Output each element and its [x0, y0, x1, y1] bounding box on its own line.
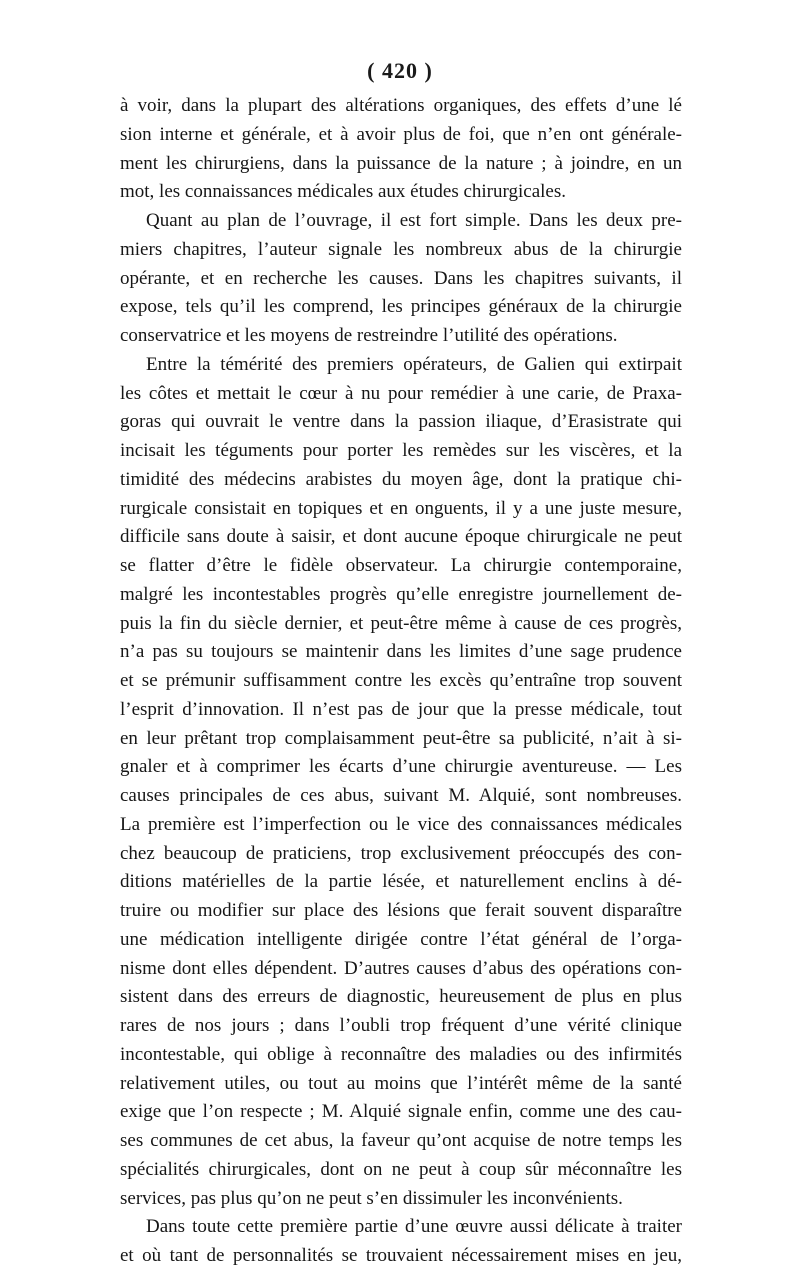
text-line: n’a pas su toujours se maintenir dans les limites d’une sage prudence [120, 641, 682, 663]
text-line: Dans toute cette première partie d’une œuvre aussi délicate à traiter [146, 1216, 682, 1238]
text-line: incontestable, qui oblige à reconnaître des maladies ou des infirmités [120, 1043, 682, 1065]
text-line: ditions matérielles de la partie lésée, et naturellement enclins à dé- [120, 871, 682, 893]
text-line: l’esprit d’innovation. Il n’est pas de jour que la presse médicale, tout [120, 698, 682, 720]
text-line: opérante, et en recherche les causes. Dans les chapitres suivants, il [120, 267, 682, 289]
paragraph [120, 92, 682, 207]
body-text [120, 92, 682, 1271]
text-line: chez beaucoup de praticiens, trop exclusivement préoccupés des con- [120, 842, 682, 864]
paragraph [120, 1213, 682, 1271]
text-line: miers chapitres, l’auteur signale les nombreux abus de la chirurgie [120, 238, 682, 260]
text-line: une médication intelligente dirigée contre l’état général de l’orga- [120, 928, 682, 950]
paragraph [120, 207, 682, 351]
text-line: rurgicale consistait en topiques et en onguents, il y a une juste mesure, [120, 497, 682, 519]
text-line: timidité des médecins arabistes du moyen âge, dont la pratique chi- [120, 468, 682, 490]
text-line: incisait les téguments pour porter les remèdes sur les viscères, et la [120, 440, 682, 461]
text-line: mot, les connaissances médicales aux études chirurgicales. [120, 181, 566, 203]
text-line: nisme dont elles dépendent. D’autres causes d’abus des opérations con- [120, 957, 682, 979]
text-line: rares de nos jours ; dans l’oubli trop fréquent d’une vérité clinique [120, 1015, 682, 1036]
text-line: Quant au plan de l’ouvrage, il est fort simple. Dans les deux pre- [146, 210, 682, 231]
text-line: services, pas plus qu’on ne peut s’en dissimuler les inconvénients. [120, 1187, 623, 1209]
text-line: puis la fin du siècle dernier, et peut-être même à cause de ces progrès, [120, 612, 682, 634]
paragraph [120, 351, 682, 1214]
text-line: et se prémunir suffisamment contre les excès qu’entraîne trop souvent [120, 670, 682, 691]
text-line: et où tant de personnalités se trouvaient nécessairement mises en jeu, [120, 1245, 682, 1266]
text-line: sistent dans des erreurs de diagnostic, heureusement de plus en plus [120, 986, 682, 1008]
page-number: ( 420 ) [367, 58, 433, 83]
text-line: ment les chirurgiens, dans la puissance de la nature ; à joindre, en un [120, 152, 682, 174]
text-line: spécialités chirurgicales, dont on ne peut à coup sûr méconnaître les [120, 1158, 682, 1180]
text-line: causes principales de ces abus, suivant M. Alquié, sont nombreuses. [120, 785, 682, 806]
text-line: les côtes et mettait le cœur à nu pour remédier à une carie, de Praxa- [120, 382, 682, 404]
text-line: en leur prêtant trop complaisamment peut-être sa publicité, n’ait à si- [120, 727, 682, 749]
text-line: malgré les incontestables progrès qu’elle enregistre journellement de- [120, 583, 682, 605]
text-line: ses communes de cet abus, la faveur qu’ont acquise de notre temps les [120, 1130, 682, 1151]
text-line: exige que l’on respecte ; M. Alquié signale enfin, comme une des cau- [120, 1101, 682, 1123]
text-line: truire ou modifier sur place des lésions que ferait souvent disparaître [120, 900, 682, 921]
text-line: à voir, dans la plupart des altérations organiques, des effets d’une lé [120, 95, 682, 116]
text-line: conservatrice et les moyens de restreindre l’utilité des opérations. [120, 325, 618, 346]
text-line: Entre la témérité des premiers opérateurs, de Galien qui extirpait [146, 353, 682, 375]
text-line: relativement utiles, ou tout au moins que l’intérêt même de la santé [120, 1072, 682, 1094]
text-line: difficile sans doute à saisir, et dont aucune époque chirurgicale ne peut [120, 526, 682, 548]
text-line: sion interne et générale, et à avoir plus de foi, que n’en ont générale- [120, 123, 682, 145]
text-line: goras qui ouvrait le ventre dans la passion iliaque, d’Erasistrate qui [120, 411, 682, 433]
text-line: gnaler et à comprimer les écarts d’une chirurgie aventureuse. — Les [120, 756, 682, 778]
text-line: La première est l’imperfection ou le vice des connaissances médicales [120, 813, 682, 835]
text-line: expose, tels qu’il les comprend, les principes généraux de la chirurgie [120, 296, 682, 318]
text-line: se flatter d’être le fidèle observateur. La chirurgie contemporaine, [120, 555, 682, 576]
